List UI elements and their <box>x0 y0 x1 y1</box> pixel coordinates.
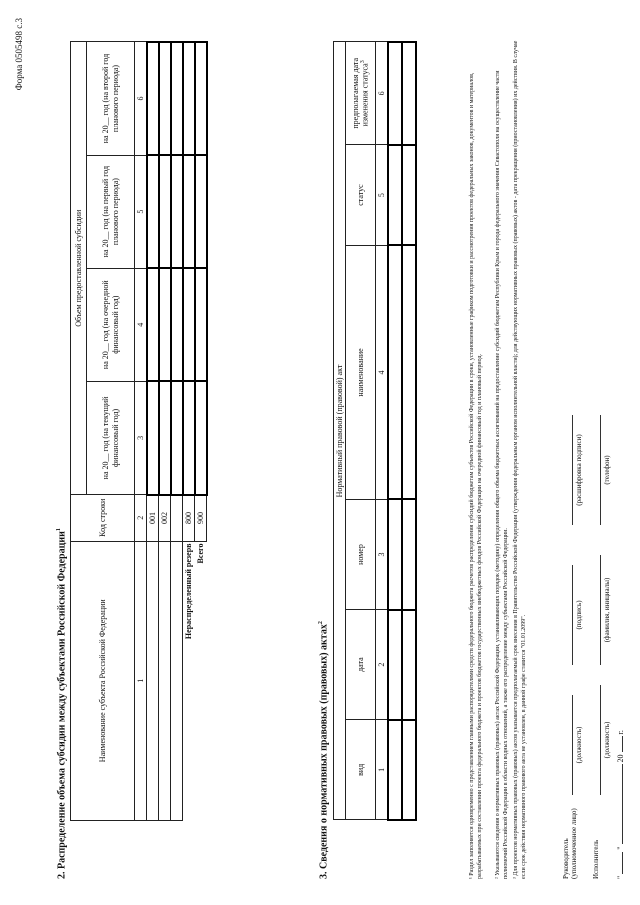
table-row <box>171 42 183 821</box>
cell-value[interactable] <box>171 155 183 268</box>
position-line[interactable] <box>572 695 573 795</box>
col-num: 6 <box>135 42 147 155</box>
cell-value[interactable] <box>183 381 195 494</box>
cell-value[interactable] <box>388 610 402 720</box>
col-num: 6 <box>376 42 388 145</box>
section3-title: 3. Сведения о нормативных правовых (правовых) актах$^2$ <box>318 621 330 879</box>
cell-value[interactable] <box>183 42 195 155</box>
cell-value[interactable] <box>159 268 171 381</box>
th-year1: на 20__ год (на текущий финансовый год) <box>87 381 135 494</box>
signature-line[interactable] <box>572 565 573 665</box>
day-field[interactable] <box>622 852 623 874</box>
reserve-row <box>183 42 195 821</box>
cell-code: 001 <box>147 495 159 542</box>
footnote-2: ² Указываются сведения о нормативных правовых (правовых) актах Российской Федерации, устанавливающих порядок (методику) определения общего объема бюджетных ассигнований на предоставление субсидий бюджетам Республики Крым и города федерального значения Севастополя на осуществление части полномочий Российской Федерации в области водных отношений, а также его распределение между субъектами Российской Федерации. <box>495 70 510 879</box>
cell-value[interactable] <box>147 268 159 381</box>
footnote-1: ¹ Раздел заполняется одновременно с представлением главными распорядителями средств федерального бюджета расчетов распределения субсидий бюджетам субъектов Российской Федерации в сроки, установленные графиком подготовки и рассмотрения проектов федеральных законов, документов и материалов, разрабатываемых при составлении проекта федерального бюджета и проектов бюджетов государственных внебюджетных фондов Российской Федерации на очередной финансовый год и плановый период. <box>469 72 484 879</box>
cell-value[interactable] <box>195 381 207 494</box>
reserve-label: Нераспределенный резерв <box>184 543 194 640</box>
th-status: статус <box>346 145 376 246</box>
th-year2: на 20__ год (на очередной финансовый год) <box>87 268 135 381</box>
th-status-date: предполагаемая дата изменения статуса$^3$ <box>346 42 376 145</box>
cell-value[interactable] <box>402 246 416 500</box>
reserve-code: 800 <box>183 495 195 542</box>
col-num: 3 <box>376 499 388 609</box>
cell-value[interactable] <box>171 381 183 494</box>
cell-value[interactable] <box>388 499 402 609</box>
th-name: наименование <box>346 246 376 500</box>
cell-value[interactable] <box>183 268 195 381</box>
col-num: 2 <box>376 610 388 720</box>
table-row <box>388 42 402 820</box>
distribution-table <box>70 41 208 821</box>
head-label: Руководитель (уполномоченное лицо) <box>562 808 579 879</box>
th-number: номер <box>346 499 376 609</box>
executor-label: Исполнитель <box>592 839 600 879</box>
cell-value[interactable] <box>195 42 207 155</box>
th-year4: на 20__ год (на второй год планового периода) <box>87 42 135 155</box>
cell-value[interactable] <box>388 42 402 145</box>
cell-value[interactable] <box>195 155 207 268</box>
total-code: 900 <box>195 495 207 542</box>
executor-position-line[interactable] <box>600 685 601 795</box>
position-caption: (должность) <box>575 726 583 764</box>
cell-value[interactable] <box>147 381 159 494</box>
col-num: 4 <box>135 268 147 381</box>
th-date: дата <box>346 610 376 720</box>
table-row <box>402 42 416 820</box>
col-num: 5 <box>135 155 147 268</box>
col-num: 1 <box>376 720 388 820</box>
cell-value[interactable] <box>402 145 416 246</box>
cell-value[interactable] <box>147 42 159 155</box>
cell-value[interactable] <box>183 155 195 268</box>
executor-position-caption: (должность) <box>603 721 611 759</box>
col-num: 4 <box>376 246 388 500</box>
th-act: Нормативный правовой (правовой) акт <box>334 42 346 820</box>
fio-caption: (фамилия, инициалы) <box>603 577 611 643</box>
cell-value[interactable] <box>171 42 183 155</box>
cell-value[interactable] <box>388 246 402 500</box>
cell-value[interactable] <box>159 42 171 155</box>
cell-value[interactable] <box>195 268 207 381</box>
date-line: " " 20 г. <box>616 730 625 879</box>
cell-value[interactable] <box>171 268 183 381</box>
signature-caption: (подпись) <box>575 600 583 630</box>
th-code: Код строки <box>71 495 135 542</box>
cell-value[interactable] <box>159 381 171 494</box>
decode-line[interactable] <box>572 415 573 525</box>
decode-caption: (расшифровка подписи) <box>575 434 583 506</box>
phone-caption: (телефон) <box>603 455 611 485</box>
cell-value[interactable] <box>402 720 416 820</box>
form-id: Форма 0505498 с.3 <box>14 18 24 91</box>
cell-value[interactable] <box>388 145 402 246</box>
table-row <box>159 42 171 821</box>
section2-title: 2. Распределение объема субсидии между субъектами Российской Федерации$^1$ <box>56 528 68 879</box>
cell-value[interactable] <box>402 610 416 720</box>
th-year3: на 20__ год (на первый год планового периода) <box>87 155 135 268</box>
cell-subject[interactable] <box>171 541 183 820</box>
col-num: 3 <box>135 381 147 494</box>
year-field[interactable] <box>622 736 623 752</box>
fio-line[interactable] <box>600 555 601 665</box>
col-num: 5 <box>376 145 388 246</box>
th-volume: Объем предоставленной субсидии <box>71 42 87 495</box>
table-row <box>147 42 159 821</box>
month-field[interactable] <box>622 764 623 844</box>
cell-subject[interactable] <box>159 541 171 820</box>
cell-code: 002 <box>159 495 171 542</box>
cell-value[interactable] <box>388 720 402 820</box>
cell-value[interactable] <box>402 42 416 145</box>
acts-table <box>333 41 417 821</box>
cell-value[interactable] <box>159 155 171 268</box>
cell-value[interactable] <box>402 499 416 609</box>
cell-code <box>171 495 183 542</box>
col-num: 1 <box>135 541 147 820</box>
total-row <box>195 42 207 821</box>
total-label: Всего <box>195 543 205 564</box>
col-num: 2 <box>135 495 147 542</box>
cell-subject[interactable] <box>147 541 159 820</box>
th-subject: Наименование субъекта Российской Федерации <box>71 541 135 820</box>
cell-value[interactable] <box>147 155 159 268</box>
phone-line[interactable] <box>600 415 601 525</box>
th-type: вид <box>346 720 376 820</box>
footnote-3: ³ Для проектов нормативных правовых (правовых) актов указывается предполагаемый срок внесения в Правительство Российской Федерации (утверждения федеральным органом исполнительной власти); для действующих нормативных правовых (правовых) актов - дата прекращения (приостановления) их действия. В случае если срок действия нормативного правового акта не установлен, в данной графе ставится "01.01.2099". <box>513 40 528 879</box>
